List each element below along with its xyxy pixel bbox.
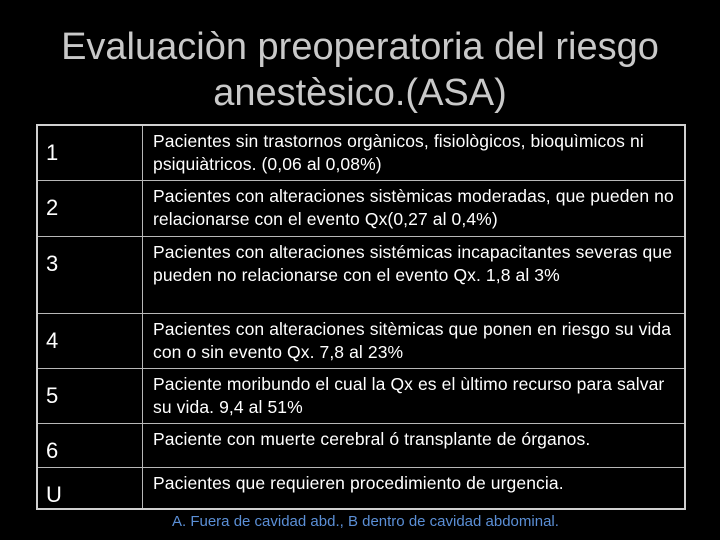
table-row [37, 468, 685, 510]
footnote: A. Fuera de cavidad abd., B dentro de cavidad abdominal. [172, 513, 559, 530]
asa-class-cell: 5 [37, 369, 143, 424]
slide-title [0, 24, 720, 116]
table-row [37, 237, 685, 314]
table-row [37, 369, 685, 424]
asa-class-cell: 3 [37, 237, 143, 314]
asa-class-cell: 1 [37, 125, 143, 181]
asa-class-cell: 4 [37, 314, 143, 369]
asa-description-cell: Pacientes sin trastornos orgànicos, fisiològicos, bioquìmicos ni psiquiàtricos. (0,06 al 0,08%) [143, 125, 686, 181]
asa-description-cell: Pacientes con alteraciones sistèmicas moderadas, que pueden no relacionarse con el evento Qx(0,27 al 0,4%) [143, 181, 686, 237]
table-row [37, 125, 685, 181]
table-row [37, 424, 685, 468]
asa-description-cell: Paciente moribundo el cual la Qx es el ùltimo recurso para salvar su vida. 9,4 al 51% [143, 369, 686, 424]
asa-description-cell: Paciente con muerte cerebral ó transplante de órganos. [143, 424, 686, 468]
asa-description-cell: Pacientes con alteraciones sitèmicas que ponen en riesgo su vida con o sin evento Qx. 7,8 al 23% [143, 314, 686, 369]
table-row [37, 181, 685, 237]
asa-class-cell: 2 [37, 181, 143, 237]
slide-title-line-2: anestèsico.(ASA) [213, 72, 507, 114]
asa-description-cell: Pacientes que requieren procedimiento de urgencia. [143, 468, 686, 510]
slide-title-line-1: Evaluaciòn preoperatoria del riesgo [61, 26, 659, 68]
asa-classification-table [36, 124, 686, 510]
asa-description-cell: Pacientes con alteraciones sistémicas incapacitantes severas que pueden no relacionarse con el evento Qx. 1,8 al 3% [143, 237, 686, 314]
asa-class-cell: U [37, 468, 143, 510]
asa-class-cell: 6 [37, 424, 143, 468]
table-row [37, 314, 685, 369]
